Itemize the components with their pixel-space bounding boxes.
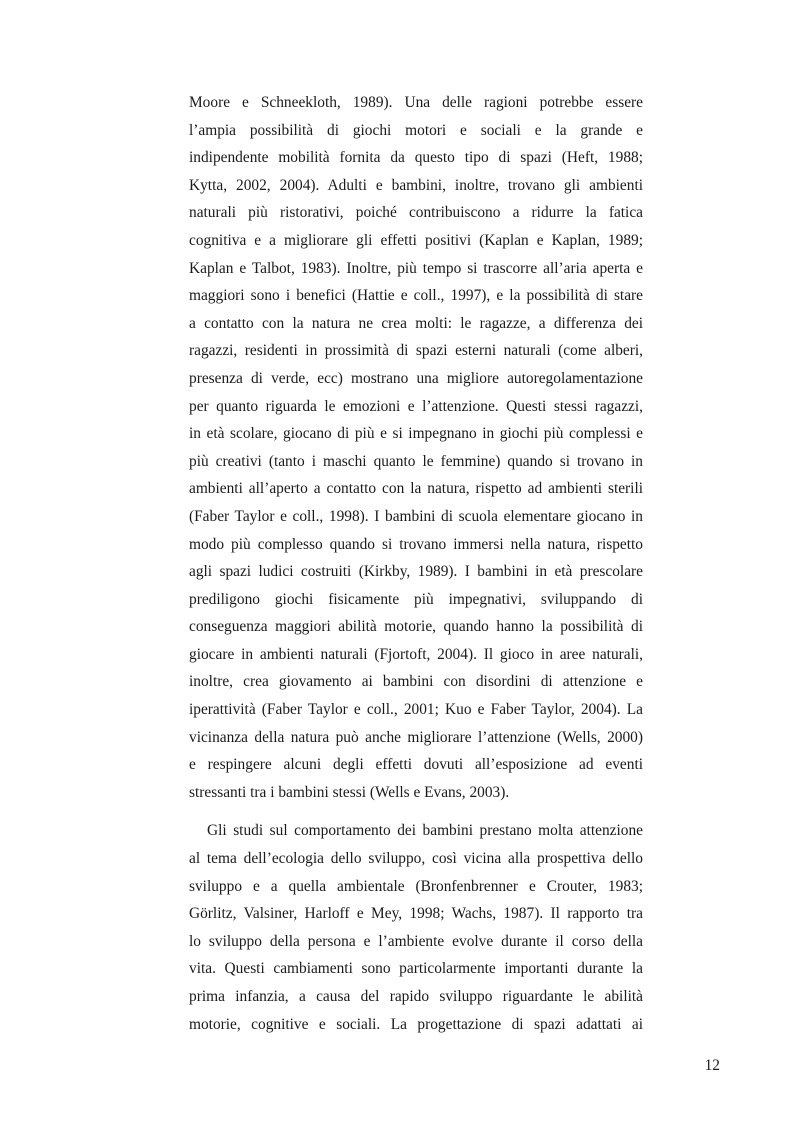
text-line: ragazzi, residenti in prossimità di spazi esterni naturali (come alberi, (189, 342, 643, 360)
text-line: prima infanzia, a causa del rapido sviluppo riguardante le abilità (189, 988, 643, 1005)
text-line: stressanti tra i bambini stessi (Wells e Evans, 2003). (189, 783, 510, 801)
page-body (189, 89, 643, 1038)
text-line: (Faber Taylor e coll., 1998). I bambini di scuola elementare giocano in (189, 507, 643, 525)
text-line: Görlitz, Valsiner, Harloff e Mey, 1998; Wachs, 1987). Il rapporto tra (189, 905, 643, 923)
text-line: in età scolare, giocano di più e si impegnano in giochi più complessi e (189, 425, 643, 443)
text-line: maggiori sono i benefici (Hattie e coll., 1997), e la possibilità di stare (189, 287, 643, 305)
text-line: e respingere alcuni degli effetti dovuti all’esposizione ad eventi (189, 756, 643, 774)
paragraph-1 (189, 89, 643, 806)
text-line: prediligono giochi fisicamente più impegnativi, sviluppando di (189, 590, 643, 608)
text-line: più creativi (tanto i maschi quanto le femmine) quando si trovano in (189, 452, 643, 470)
text-line: motorie, cognitive e sociali. La progettazione di spazi adattati ai (189, 1015, 643, 1033)
text-line: Moore e Schneekloth, 1989). Una delle ragioni potrebbe essere (189, 94, 643, 111)
text-line: naturali più ristorativi, poiché contribuiscono a ridurre la fatica (189, 204, 643, 222)
paragraph-2 (189, 817, 643, 1038)
text-line: a contatto con la natura ne crea molti: le ragazze, a differenza dei (189, 314, 643, 332)
text-line: presenza di verde, ecc) mostrano una migliore autoregolamentazione (189, 369, 643, 387)
text-line: al tema dell’ecologia dello sviluppo, così vicina alla prospettiva dello (189, 850, 643, 868)
text-line: modo più complesso quando si trovano immersi nella natura, rispetto (189, 535, 643, 553)
text-line: agli spazi ludici costruiti (Kirkby, 1989). I bambini in età prescolare (189, 563, 643, 581)
text-line: indipendente mobilità fornita da questo tipo di spazi (Heft, 1988; (189, 149, 643, 167)
text-line: iperattività (Faber Taylor e coll., 2001; Kuo e Faber Taylor, 2004). La (189, 701, 643, 719)
text-line: Gli studi sul comportamento dei bambini prestano molta attenzione (207, 822, 643, 840)
text-line: lo sviluppo della persona e l’ambiente evolve durante il corso della (189, 932, 643, 950)
text-line: Kytta, 2002, 2004). Adulti e bambini, inoltre, trovano gli ambienti (189, 176, 643, 194)
text-line: ambienti all’aperto a contatto con la natura, rispetto ad ambienti sterili (189, 480, 643, 498)
text-line: giocare in ambienti naturali (Fjortoft, 2004). Il gioco in aree naturali, (189, 645, 643, 663)
text-line: cognitiva e a migliorare gli effetti positivi (Kaplan e Kaplan, 1989; (189, 231, 643, 249)
text-line: sviluppo e a quella ambientale (Bronfenbrenner e Crouter, 1983; (189, 877, 643, 895)
text-line: per quanto riguarda le emozioni e l’attenzione. Questi stessi ragazzi, (189, 397, 643, 415)
text-line: vicinanza della natura può anche migliorare l’attenzione (Wells, 2000) (189, 728, 643, 746)
page-number: 12 (704, 1057, 720, 1074)
text-line: conseguenza maggiori abilità motorie, quando hanno la possibilità di (189, 618, 643, 636)
text-line: Kaplan e Talbot, 1983). Inoltre, più tempo si trascorre all’aria aperta e (189, 259, 643, 277)
text-line: inoltre, crea giovamento ai bambini con disordini di attenzione e (189, 673, 643, 691)
text-line: l’ampia possibilità di giochi motori e sociali e la grande e (189, 121, 643, 139)
text-line: vita. Questi cambiamenti sono particolarmente importanti durante la (189, 960, 643, 978)
